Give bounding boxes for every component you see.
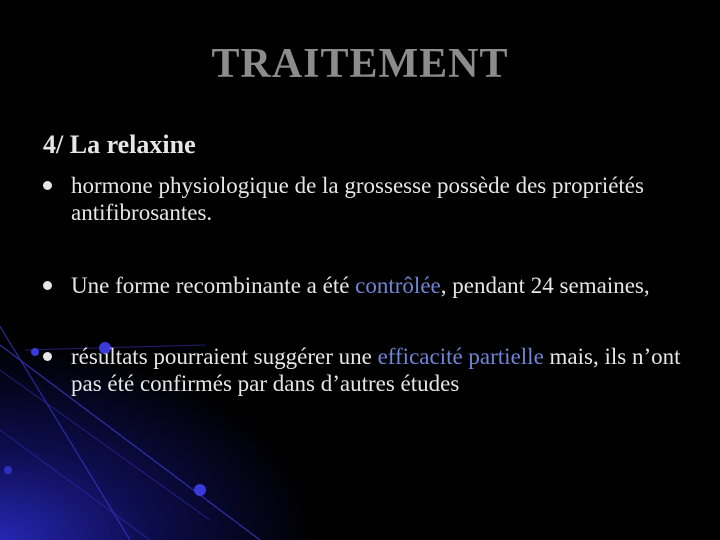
slide-title: TRAITEMENT <box>211 41 509 87</box>
slide-subtitle: 4/ La relaxine <box>43 130 196 159</box>
bullet-dot-icon <box>43 281 52 290</box>
bullet-item <box>43 343 683 397</box>
decorative-dot <box>194 484 206 496</box>
bullet-item <box>43 172 683 226</box>
bullet-text: hormone physiologique de la grossesse possède des propriétés antifibrosantes. <box>71 173 644 225</box>
decorative-dot <box>31 348 39 356</box>
bullet-dot-icon <box>43 352 52 361</box>
bullet-highlight: efficacité partielle <box>377 344 544 369</box>
bullet-text: Une forme recombinante a été <box>71 273 356 298</box>
bullet-text: mais, ils n’ont pas été confirmés par dans d’autres études <box>71 344 681 396</box>
decorative-line <box>0 430 150 540</box>
bullet-text: , pendant 24 semaines, <box>440 273 650 298</box>
bullet-item <box>43 272 683 299</box>
bullet-list <box>43 172 683 397</box>
bullet-dot-icon <box>43 181 52 190</box>
decorative-dot <box>4 466 12 474</box>
bullet-highlight: contrôlée <box>355 273 441 298</box>
bullet-text: résultats pourraient suggérer une <box>71 344 378 369</box>
